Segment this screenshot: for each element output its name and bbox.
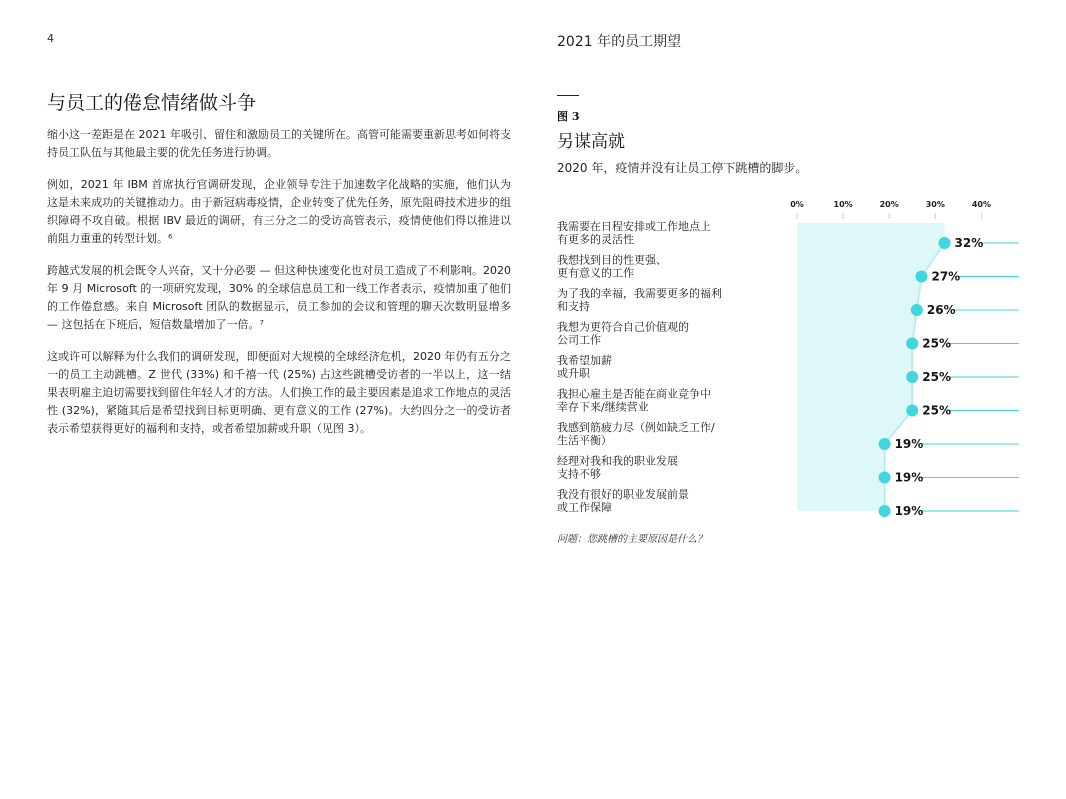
category-label: 和支持 bbox=[557, 300, 590, 313]
data-point bbox=[879, 505, 891, 517]
category-label: 我感到筋疲力尽（例如缺乏工作/ bbox=[557, 421, 715, 434]
value-label: 19% bbox=[894, 504, 924, 518]
x-tick-label: 10% bbox=[833, 200, 853, 209]
data-point bbox=[939, 237, 951, 249]
category-label: 为了我的幸福，我需要更多的福利 bbox=[557, 287, 722, 300]
category-label: 幸存下来/继续营业 bbox=[557, 400, 649, 414]
paragraph: 缩小这一差距是在 2021 年吸引、留住和激励员工的关键所在。高管可能需要重新思考如何将支持员工队伍与其他最主要的优先任务进行协调。 bbox=[47, 128, 511, 159]
data-point bbox=[879, 438, 891, 450]
dot-chart bbox=[557, 195, 1027, 525]
value-label: 26% bbox=[926, 303, 956, 317]
category-label: 我想为更符合自己价值观的 bbox=[557, 320, 689, 334]
data-point bbox=[906, 338, 918, 350]
running-header: 2021 年的员工期望 bbox=[557, 34, 682, 50]
category-label: 有更多的灵活性 bbox=[557, 233, 634, 246]
category-label: 我没有很好的职业发展前景 bbox=[557, 488, 689, 501]
data-point bbox=[915, 271, 927, 283]
data-point bbox=[911, 304, 923, 316]
category-label: 更有意义的工作 bbox=[557, 266, 634, 280]
figure-rule bbox=[557, 95, 579, 96]
article-body bbox=[47, 90, 511, 452]
data-point bbox=[906, 405, 918, 417]
category-label: 生活平衡） bbox=[557, 434, 612, 447]
data-point bbox=[879, 472, 891, 484]
paragraph: 这或许可以解释为什么我们的调研发现，即便面对大规模的全球经济危机，2020 年仍有五分之一的员工主动跳槽。Z 世代 (33%) 和千禧一代 (25%) 占这些跳槽受访者的一半以上，这一结果表明雇主迫切需要找到留住年轻人才的方法。人们换工作的最主要因素是追求工作地点的灵活性 (32%)，紧随其后是希望找到目标更明确、更有意义的工作 (27%)。大约四分之一的受访者表示希望获得更好的福利和支持，或者希望加薪或升职（见图 3）。 bbox=[47, 350, 511, 435]
figure-label: 图 3 bbox=[557, 110, 580, 123]
value-label: 19% bbox=[894, 470, 924, 485]
category-label: 我希望加薪 bbox=[557, 354, 612, 367]
data-point bbox=[906, 371, 918, 383]
value-label: 25% bbox=[922, 370, 951, 384]
x-tick-label: 30% bbox=[925, 200, 945, 209]
category-label: 我担心雇主是否能在商业竞争中 bbox=[557, 387, 711, 401]
category-label: 或升职 bbox=[557, 367, 590, 380]
survey-question: 问题：您跳槽的主要原因是什么？ bbox=[557, 534, 707, 545]
page-number: 4 bbox=[47, 32, 54, 45]
category-label: 公司工作 bbox=[557, 333, 601, 347]
article-heading: 与员工的倦怠情绪做斗争 bbox=[47, 92, 257, 114]
paragraph: 例如，2021 年 IBM 首席执行官调研发现，企业领导专注于加速数字化战略的实施，他们认为这是未来成功的关键推动力。由于新冠病毒疫情，企业转变了优先任务，原先阻碍技术进步的组织障碍不攻自破。根据 IBV 最近的调研，有三分之二的受访高管表示，疫情使他们得以推进以前阻力重重的转型计划。⁶ bbox=[47, 178, 511, 245]
category-label: 经理对我和我的职业发展 bbox=[557, 454, 678, 468]
category-label: 支持不够 bbox=[557, 467, 601, 481]
x-tick-label: 0% bbox=[790, 200, 804, 209]
x-tick-label: 40% bbox=[971, 200, 991, 209]
figure-title: 另谋高就 bbox=[557, 132, 625, 152]
value-label: 19% bbox=[894, 437, 924, 451]
category-label: 我想找到目的性更强、 bbox=[557, 253, 667, 267]
area-fill bbox=[797, 223, 945, 511]
paragraph: 跨越式发展的机会既令人兴奋，又十分必要 — 但这种快速变化也对员工造成了不利影响。2020 年 9 月 Microsoft 的一项研究发现，30% 的全球信息员工和一线工作者表示，疫情加重了他们的工作倦怠感。来自 Microsoft 团队的数据显示，员工参加的会议和管理的聊天次数明显增多 — 这包括在下班后，短信数量增加了一倍。⁷ bbox=[47, 264, 511, 331]
value-label: 25% bbox=[922, 336, 951, 351]
x-tick-label: 20% bbox=[879, 200, 899, 209]
figure-subtitle: 2020 年，疫情并没有让员工停下跳槽的脚步。 bbox=[557, 161, 808, 175]
value-label: 27% bbox=[931, 269, 961, 284]
category-label: 或工作保障 bbox=[557, 501, 612, 514]
category-label: 我需要在日程安排或工作地点上 bbox=[557, 220, 711, 233]
value-label: 25% bbox=[922, 403, 951, 418]
value-label: 32% bbox=[954, 236, 984, 250]
